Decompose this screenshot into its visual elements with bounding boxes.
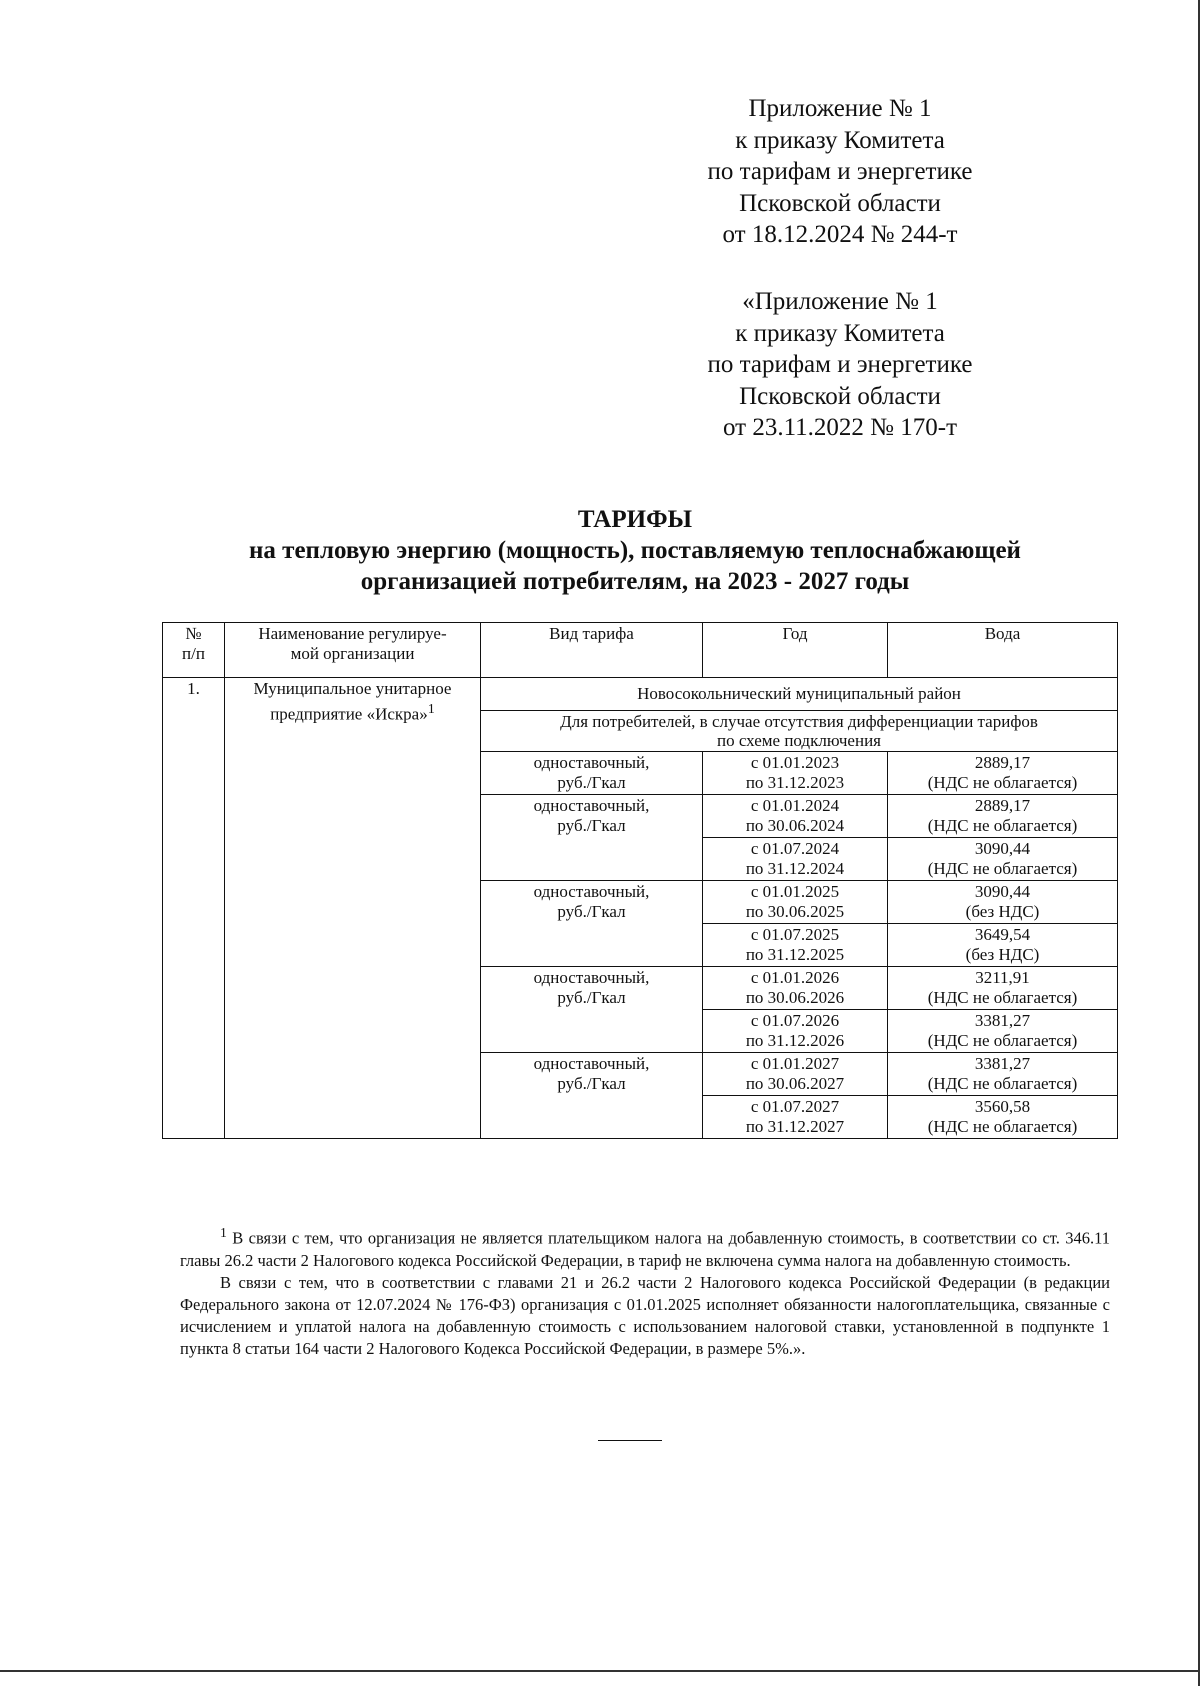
tariff-table [162,622,1118,1139]
period-cell: с 01.07.2024 по 31.12.2024 [703,838,888,881]
appendix-old-line1: «Приложение № 1 [742,288,938,315]
header-water: Вода [888,623,1118,678]
end-separator-line [598,1440,662,1441]
header-year: Год [703,623,888,678]
title-sub-line2: организацией потребителям, на 2023 - 2027 годы [360,568,910,595]
period-cell: с 01.07.2027 по 31.12.2027 [703,1096,888,1139]
tariff-type-cell: одноставочный, руб./Гкал [481,752,703,795]
document-title [150,504,1120,597]
appendix-new-line5: от 18.12.2024 № 244-т [722,221,958,248]
tariff-value-cell: 3090,44 (без НДС) [888,881,1118,924]
appendix-header-new [660,93,1020,251]
consumer-note: Для потребителей, в случае отсутствия дифференциации тарифов по схеме подключения [481,711,1118,752]
tariff-value-cell: 3381,27 (НДС не облагается) [888,1053,1118,1096]
table-header-row [163,623,1118,678]
appendix-old-line4: Псковской области [739,382,941,410]
footnote-text-1: В связи с тем, что организация не является плательщиком налога на добавленную стоимость, в соответствии со ст. 346.11 главы 26.2 части 2 Налогового кодекса Российской Федерации, в тариф не включена сумма налога на добавленную стоимость. [180,1228,1111,1270]
period-cell: с 01.01.2026 по 30.06.2026 [703,967,888,1010]
org-name: Муниципальное унитарное предприятие «Искра» [253,679,452,724]
period-cell: с 01.07.2025 по 31.12.2025 [703,924,888,967]
table-row-district [163,678,1118,711]
tariff-value-cell: 2889,17 (НДС не облагается) [888,752,1118,795]
footnote-mark-ref: 1 [427,701,435,717]
period-cell: с 01.01.2024 по 30.06.2024 [703,795,888,838]
tariff-value-cell: 3649,54 (без НДС) [888,924,1118,967]
footnote-block [180,1222,1110,1360]
period-cell: с 01.01.2023 по 31.12.2023 [703,752,888,795]
title-main: ТАРИФЫ [577,506,693,533]
appendix-new-line2: к приказу Комитета [735,126,945,154]
footnote-paragraph-2: В связи с тем, что в соответствии с главами 21 и 26.2 части 2 Налогового кодекса Российской Федерации (в редакции Федерального закона от 12.07.2024 № 176-ФЗ) организация с 01.01.2025 исполняет обязанности налогоплательщика, связанные с исчислением и уплатой налога на добавленную стоимость с использованием налоговой ставки, установленной в подпункте 1 пункта 8 статьи 164 части 2 Налогового Кодекса Российской Федерации, в размере 5%.». [180,1272,1110,1358]
org-name-cell [225,678,481,1139]
header-org: Наименование регулируе- мой организации [225,623,481,678]
tariff-type-cell: одноставочный, руб./Гкал [481,795,703,881]
header-tariff-type: Вид тарифа [481,623,703,678]
tariff-type-cell: одноставочный, руб./Гкал [481,881,703,967]
appendix-old-line5: от 23.11.2022 № 170-т [722,414,958,441]
appendix-header-old [660,286,1020,444]
period-cell: с 01.01.2025 по 30.06.2025 [703,881,888,924]
tariff-value-cell: 2889,17 (НДС не облагается) [888,795,1118,838]
appendix-new-line4: Псковской области [739,189,941,217]
tariff-value-cell: 3211,91 (НДС не облагается) [888,967,1118,1010]
title-sub-line1: на тепловую энергию (мощность), поставляемую теплоснабжающей [249,537,1021,564]
period-cell: с 01.07.2026 по 31.12.2026 [703,1010,888,1053]
tariff-type-cell: одноставочный, руб./Гкал [481,967,703,1053]
row-number: 1. [163,678,225,1139]
appendix-new-line3: по тарифам и энергетике [707,158,973,185]
header-num: № п/п [163,623,225,678]
appendix-old-line3: по тарифам и энергетике [707,351,973,378]
appendix-old-line2: к приказу Комитета [735,319,945,347]
tariff-value-cell: 3381,27 (НДС не облагается) [888,1010,1118,1053]
footnote-mark: 1 [220,1225,227,1240]
tariff-value-cell: 3090,44 (НДС не облагается) [888,838,1118,881]
district-name: Новосокольнический муниципальный район [481,678,1118,711]
scan-edge-bottom [0,1670,1200,1672]
tariff-value-cell: 3560,58 (НДС не облагается) [888,1096,1118,1139]
appendix-new-line1: Приложение № 1 [748,95,932,122]
tariff-type-cell: одноставочный, руб./Гкал [481,1053,703,1139]
period-cell: с 01.01.2027 по 30.06.2027 [703,1053,888,1096]
footnote-paragraph-1 [180,1222,1110,1272]
